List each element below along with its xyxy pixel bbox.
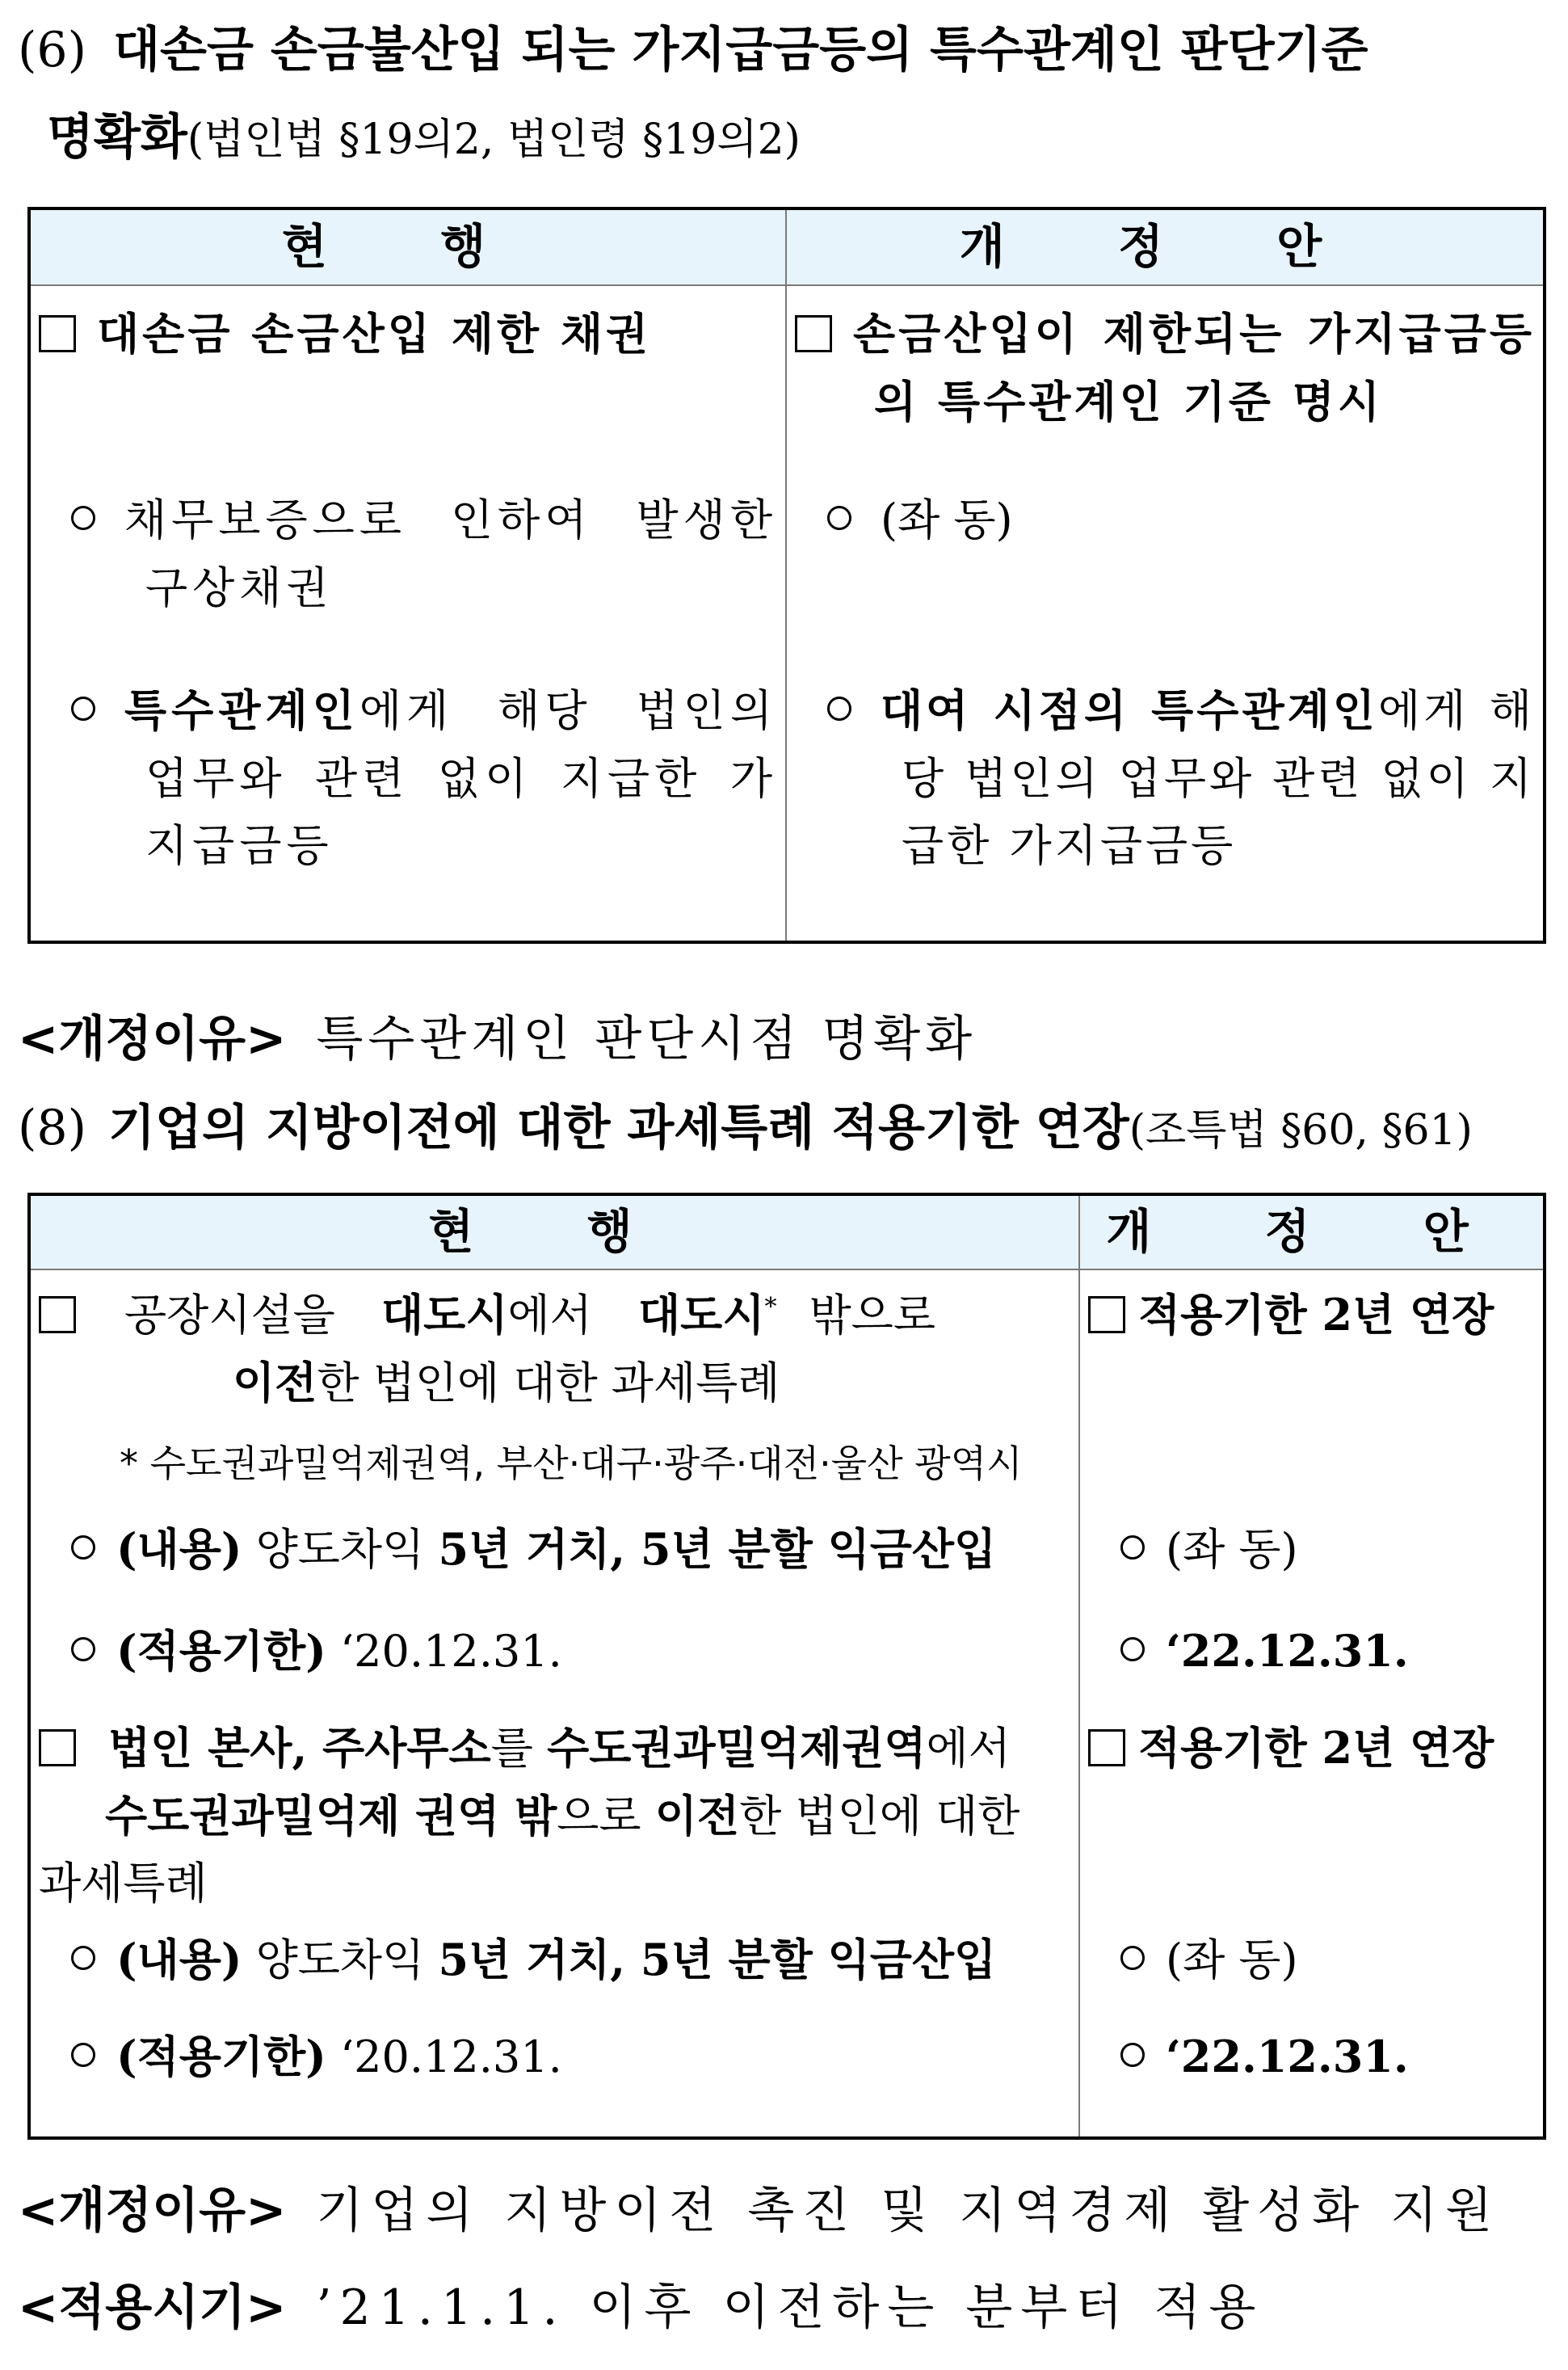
apply-text: ’21.1.1. 이후 이전하는 분부터 적용 [316,2279,1264,2336]
section8-revised-cell [1079,1269,1545,2138]
section6-title-line2: 명확화 [47,109,187,166]
section6-revised-cell [786,285,1545,942]
checkbox-square-icon [795,315,832,352]
bullet-circle-icon [71,2043,95,2067]
apply-tag: <적용시기> [18,2279,287,2336]
section8-comparison-table [27,1193,1546,2140]
section8-block1-content: (내용) 양도차익 5년 거치, 5년 분할 익금산입 [39,1516,1070,1618]
section8-block2-content-same: (좌 동) [1088,1926,1535,2023]
section8-heading [18,1091,1473,1166]
section6-number: (6) [18,22,86,78]
bullet-circle-icon [1120,1535,1145,1560]
bullet-circle-icon [71,1637,95,1661]
section6-revised-item2: 대여 시점의 특수관계인에게 해당 법인의 업무와 관련 없이 지급한 가지급금등 [795,677,1535,880]
checkbox-square-icon [39,315,76,352]
bullet-circle-icon [71,1946,95,1970]
section8-block1-period: (적용기한) ‘20.12.31. [39,1618,1070,1715]
section8-block1-revised: 적용기한 2년 연장 [1088,1282,1535,1516]
section8-apply-date [18,2271,1263,2346]
bullet-circle-icon [71,506,95,530]
section8-number: (8) [18,1100,86,1156]
reason-tag: <개정이유> [18,2183,287,2239]
section6-revised-item1: (좌 동) [795,486,1535,677]
section8-block2-period-revised: ‘22.12.31. [1088,2023,1535,2091]
bullet-circle-icon [71,697,95,721]
reason-tag: <개정이유> [18,1011,287,1067]
section8-current-cell [29,1269,1079,2138]
checkbox-square-icon [1088,1729,1125,1766]
checkbox-square-icon [1088,1296,1125,1333]
section8-block2-period: (적용기한) ‘20.12.31. [39,2023,1070,2091]
reason-text: 특수관계인 판단시점 명확화 [316,1011,977,1067]
section6-title-line1: 대손금 손금불산입 되는 가지급금등의 특수관계인 판단기준 [113,22,1368,78]
section8-block1-title: 공장시설을 대도시에서 대도시* 밖으로 이전한 법인에 대한 과세특례 [39,1282,1070,1435]
checkbox-square-icon [39,1729,76,1766]
bullet-circle-icon [1120,1946,1145,1970]
section8-block2-title: 법인 본사, 주사무소를 수도권과밀억제권역에서 수도권과밀억제 권역 밖으로 이전한 법인에 대한 과세특례 [39,1721,1020,1909]
bullet-circle-icon [827,506,851,530]
section6-law-ref: (법인법 §19의2, 법인령 §19의2) [187,116,801,164]
bullet-circle-icon [71,1535,95,1560]
section8-block1-period-revised: ‘22.12.31. [1088,1618,1535,1715]
section8-block1-content-same: (좌 동) [1088,1516,1535,1618]
section8-col-current: 현 행 [29,1194,1079,1269]
section8-reason [18,2174,1500,2249]
bullet-circle-icon [1120,2043,1145,2067]
section6-reason [18,1002,977,1077]
section6-current-title: 대손금 손금산입 제한 채권 [39,301,777,486]
checkbox-square-icon [39,1296,76,1333]
section6-heading [18,13,1368,88]
section8-title: 기업의 지방이전에 대한 과세특례 적용기한 연장 [108,1100,1129,1156]
bullet-circle-icon [827,697,851,721]
reason-text: 기업의 지방이전 촉진 및 지역경제 활성화 지원 [316,2183,1501,2239]
section6-comparison-table [27,207,1546,944]
bullet-circle-icon [1120,1637,1145,1661]
section6-col-revised: 개 정 안 [786,208,1545,285]
section8-law-ref: (조특법 §60, §61) [1129,1106,1473,1155]
section8-block2-revised: 적용기한 2년 연장 [1088,1715,1535,1926]
section6-col-current: 현 행 [29,208,786,285]
section6-revised-title: 손금산입이 제한되는 가지급금등의 특수관계인 기준 명시 [795,301,1535,486]
section6-current-cell [29,285,786,942]
section8-block2-content: (내용) 양도차익 5년 거치, 5년 분할 익금산입 [39,1926,1070,2023]
section8-col-revised: 개 정 안 [1079,1194,1545,1269]
section8-block1-footnote: * 수도권과밀억제권역, 부산·대구·광주·대전·울산 광역시 [120,1441,1023,1485]
section6-current-item1: 채무보증으로 인하여 발생한 구상채권 [39,486,777,677]
section6-heading-line2 [47,100,801,175]
section6-current-item2: 특수관계인에게 해당 법인의 업무와 관련 없이 지급한 가지급금등 [39,677,777,880]
